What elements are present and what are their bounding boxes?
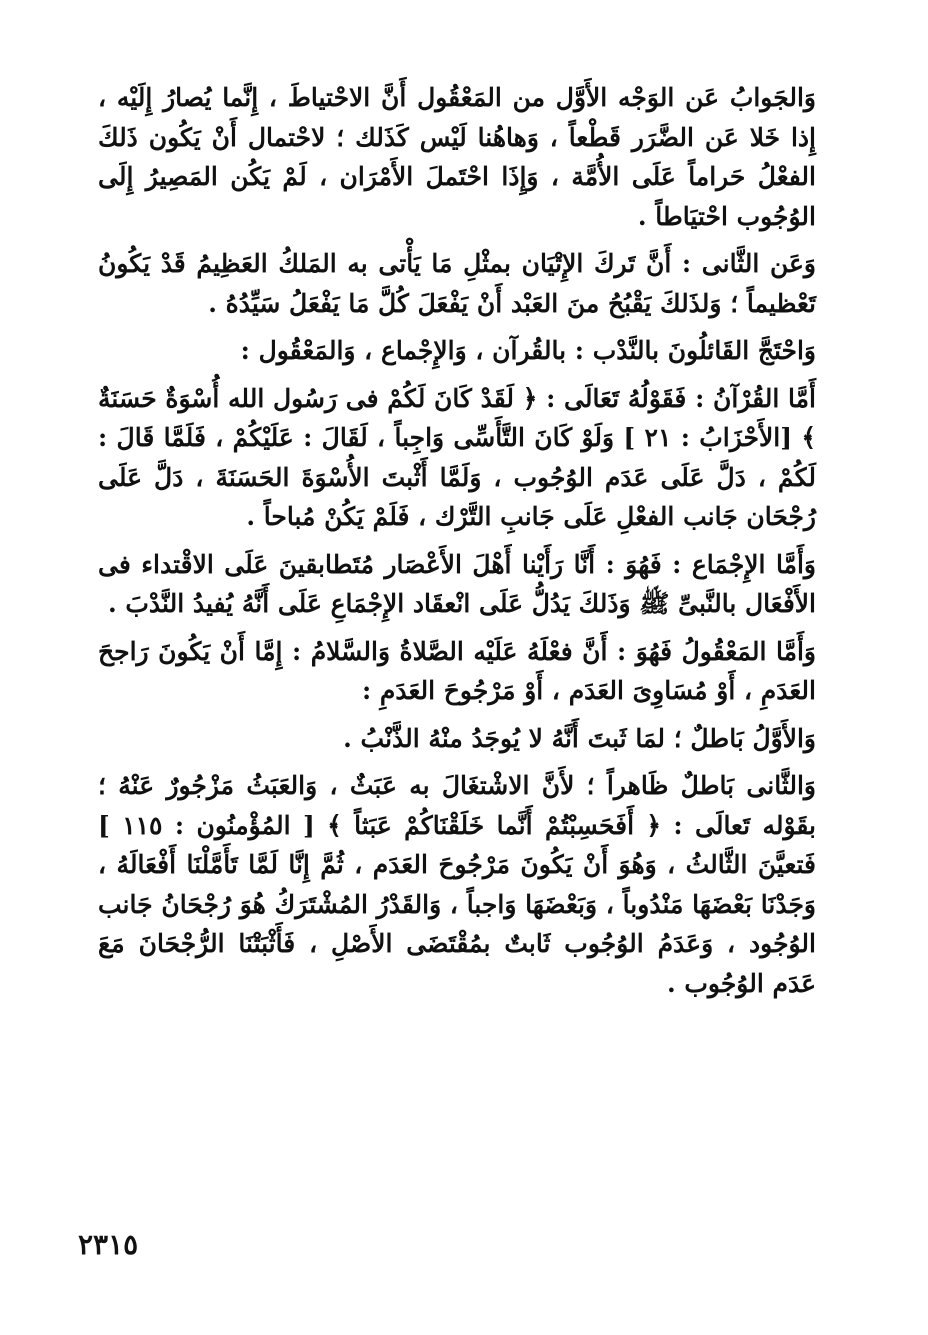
paragraph-8: وَالثَّانى بَاطلٌ ظَاهراً ؛ لأَنَّ الاشْتغَالَ به عَبَثٌ ، وَالعَبَثُ مَزْجُورٌ عَنْهُ ؛ بقَوْله تَعالَى : ﴿ أَفَحَسِبْتُمْ أَنَّما خَلَقْنَاكُمْ عَبَثاً ﴾ [ المُؤْمنُون : ١١٥ ] فَتعيَّنَ الثَّالثُ ، وَهُوَ أَنْ يَكُونَ مَرْجُوحَ العَدَم ، ثُمَّ إِنَّا لَمَّا تَأَمَّلْنَا أَفْعَالَهُ ، وَجَدْنَا بَعْضَهَا مَنْدُوباً ، وَبَعْضَهَا وَاجباً ، وَالقَدْرُ المُشْتَرَكُ هُوَ رُجْحَانُ جَانب الوُجُود ، وَعَدَمُ الوُجُوب ثَابتٌ بمُقْتَضَى الأَصْلِ ، فَأَثْبَتْنَا الرُّجْحَانَ مَعَ عَدَم الوُجُوب . <box>98 771 816 998</box>
paragraph-7: وَالأَوَّلُ بَاطلٌ ؛ لمَا ثَبتَ أَنَّهُ لا يُوجَدُ منْهُ الذَّنْبُ . <box>343 723 816 753</box>
body-text <box>98 78 816 1011</box>
paragraph-4: أَمَّا القُرْآنُ : فَقَوْلُهُ تَعَالَى : ﴿ لَقَدْ كَانَ لَكُمْ فى رَسُول الله أُسْوَةٌ حَسَنَةٌ ﴾ [الأَحْزَابُ : ٢١ ] وَلَوْ كَانَ التَّأَسِّى وَاجِباً ، لَقَالَ : عَلَيْكُمْ ، فَلَمَّا قَالَ : لَكُمْ ، دَلَّ عَلَى عَدَم الوُجُوب ، وَلَمَّا أَثْبتَ الأُسْوَةَ الحَسَنَةَ ، دَلَّ عَلَى رُجْحَان جَانب الفعْلِ عَلَى جَانبِ التَّرْك ، فَلَمْ يَكُنْ مُباحاً . <box>98 383 817 531</box>
paragraph-2: وَعَن الثَّانى : أَنَّ تَركَ الإِتْيَان بمثْلِ مَا يَأْتى به المَلكُ العَظِيمُ قَدْ يَكُونُ تَعْظيماً ؛ وَلذَلكَ يَقْبُحُ منَ العَبْد أَنْ يَفْعَلَ كُلَّ مَا يَفْعَلُ سَيِّدُهُ . <box>98 249 816 318</box>
paragraph-1: وَالجَوابُ عَن الوَجْه الأَوَّل من المَعْقُول أَنَّ الاحْتياطَ ، إِنَّما يُصارُ إِلَيْه ، إِذا خَلا عَن الضَّرَر قَطْعاً ، وَهاهُنا لَيْس كَذَلك ؛ لاحْتمال أَنْ يَكُون ذَلكَ الفعْلُ حَراماً عَلَى الأُمَّة ، وَإِذَا احْتَملَ الأَمْرَان ، لَمْ يَكُن المَصِيرُ إِلَى الوُجُوب احْتيَاطاً . <box>98 83 816 231</box>
paragraph-6: وَأَمَّا المَعْقُولُ فَهُوَ : أَنَّ فعْلَهُ عَلَيْه الصَّلاةُ وَالسَّلامُ : إِمَّا أَنْ يَكُونَ رَاجحَ العَدَمِ ، أَوْ مُسَاوِىَ العَدَم ، أَوْ مَرْجُوحَ العَدَمِ : <box>98 636 816 705</box>
page-number: ٢٣١٥ <box>78 1228 139 1261</box>
paragraph-5: وَأَمَّا الإِجْمَاع : فَهُوَ : أَنَّا رَأَيْنا أَهْلَ الأَعْصَار مُتَطابقينَ عَلَى الاقْتداء فى الأَفْعَال بالنَّبىِّ ﷺ وَذَلكَ يَدُلُّ عَلَى انْعقَاد الإِجْمَاعِ عَلَى أَنَّهُ يُفيدُ النَّدْبَ . <box>98 549 816 618</box>
paragraph-3: وَاحْتَجَّ القَائلُونَ بالنَّدْب : بالقُرآن ، وَالإِجْماع ، وَالمَعْقُول : <box>240 336 816 365</box>
